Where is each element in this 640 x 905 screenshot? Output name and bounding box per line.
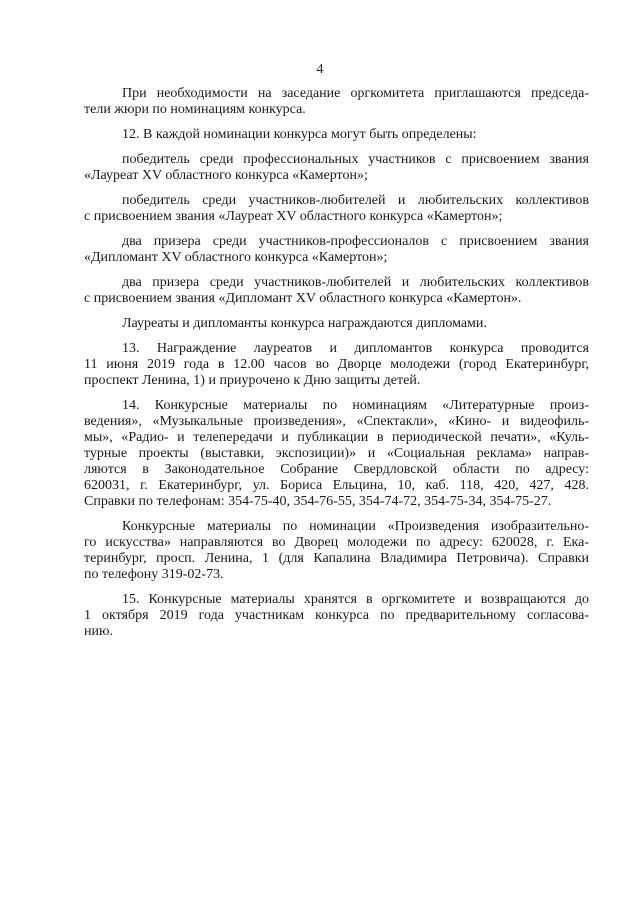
text-line: мы», «Радио- и телепередачи и публикации в периодической печати», «Куль-	[84, 430, 589, 445]
paragraph	[84, 341, 589, 389]
text-line: Справки по телефонам: 354-75-40, 354-76-55, 354-74-72, 354-75-34, 354-75-27.	[84, 494, 552, 509]
paragraph	[84, 127, 589, 143]
paragraph	[84, 316, 589, 332]
text-line: ведения», «Музыкальные произведения», «Спектакли», «Кино- и видеофиль-	[84, 414, 589, 429]
text-line: победитель среди профессиональных участников с присвоением звания	[122, 152, 589, 167]
paragraph	[84, 592, 589, 640]
text-line: победитель среди участников-любителей и любительских коллективов	[122, 193, 589, 208]
text-line: 12. В каждой номинации конкурса могут быть определены:	[122, 127, 477, 142]
text-line: 14. Конкурсные материалы по номинациям «Литературные произ-	[122, 398, 589, 413]
text-line: проспект Ленина, 1) и приурочено к Дню защиты детей.	[84, 373, 421, 388]
text-line: 620031, г. Екатеринбург, ул. Бориса Ельцина, 10, каб. 118, 420, 427, 428.	[84, 478, 589, 493]
text-line: «Лауреат XV областного конкурса «Камертон»;	[84, 168, 368, 183]
text-line: турные проекты (выставки, экспозиции)» и «Социальная реклама» направ-	[84, 446, 589, 461]
text-line: При необходимости на заседание оргкомитета приглашаются председа-	[122, 86, 589, 101]
text-line: с присвоением звания «Дипломант XV областного конкурса «Камертон».	[84, 291, 522, 306]
paragraph	[84, 234, 589, 266]
text-line: два призера среди участников-профессионалов с присвоением звания	[122, 234, 589, 249]
text-line: 11 июня 2019 года в 12.00 часов во Дворце молодежи (город Екатеринбург,	[84, 357, 589, 372]
text-line: два призера среди участников-любителей и любительских коллективов	[122, 275, 589, 290]
text-line: нию.	[84, 624, 113, 639]
page-number: 4	[316, 62, 324, 77]
text-line: «Дипломант XV областного конкурса «Камертон»;	[84, 250, 388, 265]
text-line: 15. Конкурсные материалы хранятся в оргкомитете и возвращаются до	[122, 592, 589, 607]
paragraph	[84, 152, 589, 184]
paragraph	[84, 398, 589, 510]
text-line: Конкурсные материалы по номинации «Произведения изобразительно-	[122, 519, 589, 534]
text-line: 13. Награждение лауреатов и дипломантов конкурса проводится	[122, 341, 589, 356]
text-line: с присвоением звания «Лауреат XV областного конкурса «Камертон»;	[84, 209, 503, 224]
text-line: 1 октября 2019 года участникам конкурса по предварительному согласова-	[84, 608, 589, 623]
paragraph	[84, 519, 589, 583]
text-line: ляются в Законодательное Собрание Свердловской области по адресу:	[84, 462, 589, 477]
paragraph	[84, 193, 589, 225]
text-line: по телефону 319-02-73.	[84, 567, 224, 582]
document-body	[84, 86, 589, 649]
paragraph	[84, 86, 589, 118]
text-line: го искусства» направляются во Дворец молодежи по адресу: 620028, г. Ека-	[84, 535, 589, 550]
paragraph	[84, 275, 589, 307]
text-line: тели жюри по номинациям конкурса.	[84, 102, 306, 117]
text-line: Лауреаты и дипломанты конкурса награждаются дипломами.	[122, 316, 487, 331]
text-line: теринбург, просп. Ленина, 1 (для Капалина Владимира Петровича). Справки	[84, 551, 589, 566]
